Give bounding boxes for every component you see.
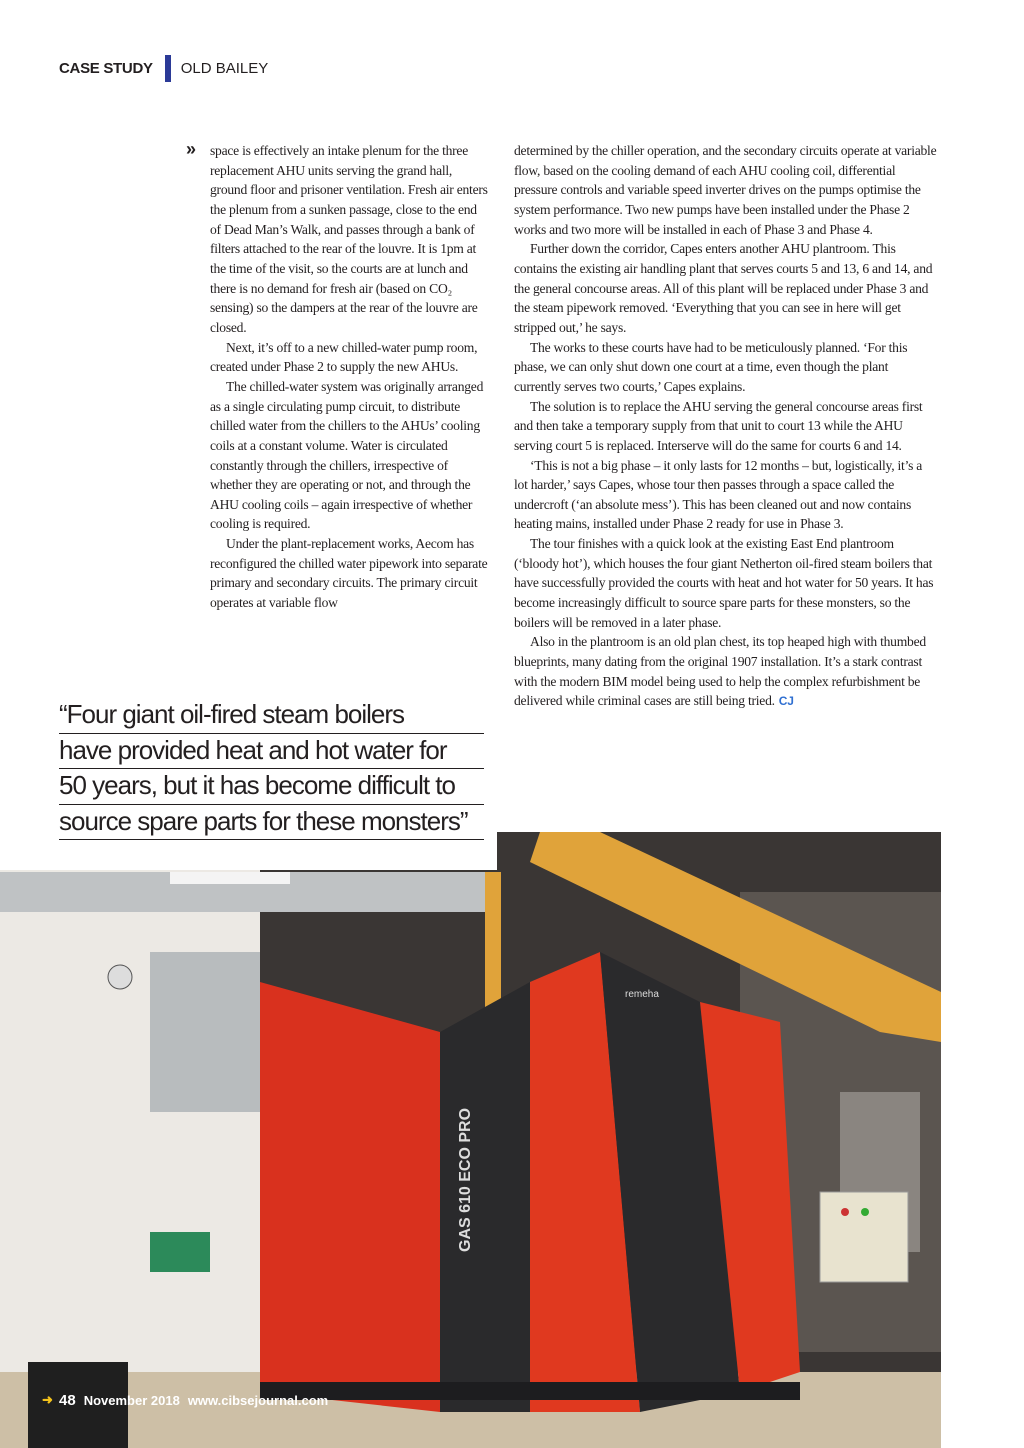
boiler-brand-label: remeha bbox=[625, 989, 659, 1000]
page-footer bbox=[42, 1392, 329, 1409]
paragraph: ‘This is not a big phase – it only lasts for 12 months – but, logistically, it’s a lot harder,’ says Capes, whose tour then passes through a space called the undercroft (‘an absolute mess’). This has been cleaned out and now contains heating mains, installed under Phase 2 ready for use in Phase 3. bbox=[514, 457, 923, 532]
paragraph: space is effectively an intake plenum for the three replacement AHU units serving the grand hall, ground floor and prisoner ventilation. Fresh air enters the plenum from a sunken passage, close to the end of Dead Man’s Walk, and passes through a bank of filters attached to the rear of the louvre. It is 1pm at the time of the visit, so the courts are at lunch and there is no demand for fresh air (based on CO₂ sensing) so the dampers at the rear of the louvre are closed. bbox=[210, 143, 488, 335]
article-column-right bbox=[514, 141, 938, 712]
header-divider bbox=[165, 55, 171, 82]
paragraph: The chilled-water system was originally arranged as a single circulating pump circuit, to distribute chilled water from the chillers to the AHUs’ cooling coils at a constant volume. Water is circulated constantly through the chillers, irrespective of whether they are operating or not, and through the AHU cooling coils – again irrespective of whether cooling is required. bbox=[210, 378, 484, 532]
paragraph: The tour finishes with a quick look at the existing East End plantroom (‘bloody hot’), which houses the four giant Netherton oil-fired steam boilers that have successfully provided the courts with heat and hot water for 50 years. It has become increasingly difficult to source spare parts for these monsters, so the boilers will be removed in a later phase. bbox=[514, 536, 934, 630]
paragraph-text: Also in the plantroom is an old plan chest, its top heaped high with thumbed blueprints, many dating from the original 1907 installation. It’s a stark contrast with the modern BIM model being used to help the complex refurbishment be delivered while criminal cases are still being tried. bbox=[514, 634, 926, 709]
paragraph bbox=[514, 632, 938, 712]
paragraph: Next, it’s off to a new chilled-water pump room, created under Phase 2 to supply the new AHUs. bbox=[210, 339, 478, 375]
paragraph: Further down the corridor, Capes enters another AHU plantroom. This contains the existing air handling plant that serves courts 5 and 13, 6 and 14, and the general concourse areas. All of this plant will be replaced under Phase 3 and the steam pipework removed. ‘Everything that you can see in here will get stripped out,’ he says. bbox=[514, 241, 933, 335]
pull-quote-line: 50 years, but it has become difficult to bbox=[59, 769, 484, 805]
arrow-icon: ➜ bbox=[42, 1392, 53, 1407]
pull-quote-line: “Four giant oil-fired steam boilers bbox=[59, 698, 484, 734]
boiler-model-label: GAS 610 ECO PRO bbox=[457, 1107, 474, 1252]
kicker: CASE STUDY bbox=[59, 60, 153, 77]
paragraph: Under the plant-replacement works, Aecom has reconfigured the chilled water pipework into separate primary and secondary circuits. The primary circuit operates at variable flow bbox=[210, 536, 488, 611]
section-title: OLD BAILEY bbox=[180, 60, 269, 77]
website-link[interactable]: www.cibsejournal.com bbox=[187, 1393, 329, 1408]
paragraph: The solution is to replace the AHU serving the general concourse areas first and then take a temporary supply from that unit to court 13 while the AHU serving court 5 is replaced. Interserve will do the same for courts 6 and 14. bbox=[514, 398, 923, 453]
boiler-room-photo bbox=[0, 832, 941, 1448]
running-header bbox=[59, 55, 268, 82]
issue-date: November 2018 bbox=[83, 1393, 180, 1408]
pull-quote-line: have provided heat and hot water for bbox=[59, 734, 484, 770]
paragraph: determined by the chiller operation, and the secondary circuits operate at variable flow, based on the cooling demand of each AHU cooling coil, differential pressure controls and variable speed inverter drives on the pumps optimise the system performance. Two new pumps have been installed under the Phase 2 works and two more will be installed in each of Phase 3 and Phase 4. bbox=[514, 143, 937, 237]
end-mark: CJ bbox=[778, 694, 794, 709]
pull-quote bbox=[59, 698, 484, 840]
page-number: 48 bbox=[59, 1392, 76, 1409]
continued-marker: » bbox=[186, 139, 197, 159]
paragraph: The works to these courts have had to be meticulously planned. ‘For this phase, we can only shut down one court at a time, even though the plant currently serves two courts,’ Capes explains. bbox=[514, 339, 908, 394]
pull-quote-line: source spare parts for these monsters” bbox=[59, 805, 484, 841]
article-column-left bbox=[210, 141, 488, 613]
